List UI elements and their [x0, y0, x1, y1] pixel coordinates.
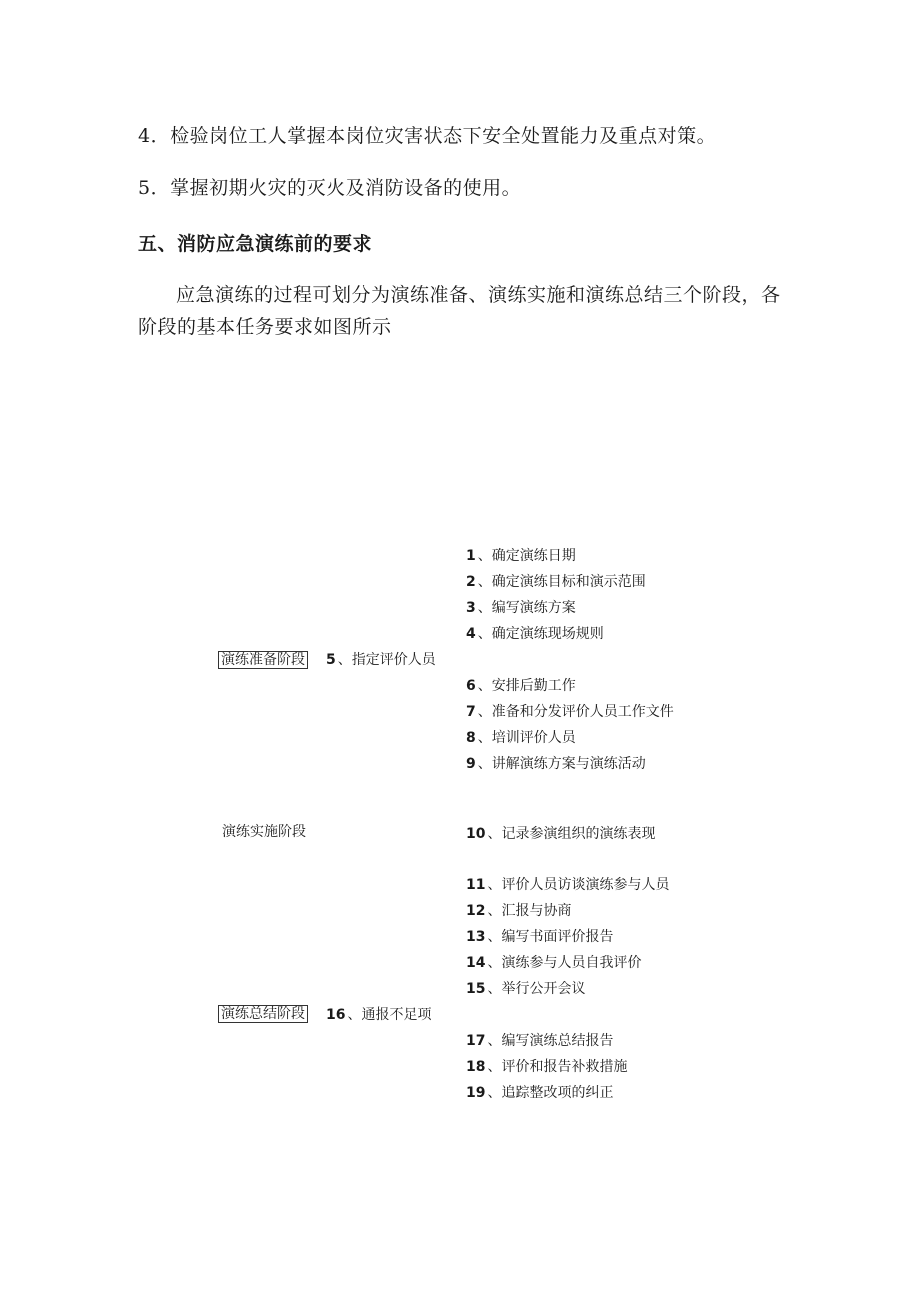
task-item: 8 、培训评价人员	[466, 730, 576, 746]
task-item: 1 、确定演练日期	[466, 548, 576, 564]
task-item: 5 、指定评价人员	[326, 652, 436, 668]
task-item: 15 、举行公开会议	[466, 981, 586, 997]
stage-preparation	[218, 651, 308, 669]
item-number: 5	[138, 177, 151, 199]
stage-label: 演练总结阶段	[218, 1005, 308, 1023]
stage-implementation	[222, 823, 306, 841]
stage-summary	[218, 1005, 308, 1023]
task-item: 4 、确定演练现场规则	[466, 626, 604, 642]
task-item: 17 、编写演练总结报告	[466, 1033, 614, 1049]
stage-label: 演练准备阶段	[218, 651, 308, 669]
item-text: ．检验岗位工人掌握本岗位灾害状态下安全处置能力及重点对策。	[150, 125, 717, 147]
task-item: 13 、编写书面评价报告	[466, 929, 614, 945]
item-text: ．掌握初期火灾的灭火及消防设备的使用。	[150, 177, 522, 199]
section-paragraph: 应急演练的过程可划分为演练准备、演练实施和演练总结三个阶段，各阶段的基本任务要求如图所示	[138, 284, 781, 338]
list-item-5	[138, 172, 798, 204]
task-item: 6 、安排后勤工作	[466, 678, 576, 694]
task-item: 18 、评价和报告补救措施	[466, 1059, 628, 1075]
task-item: 3 、编写演练方案	[466, 600, 576, 616]
list-item-4	[138, 120, 798, 152]
task-item: 7 、准备和分发评价人员工作文件	[466, 704, 674, 720]
task-item: 2 、确定演练目标和演示范围	[466, 574, 646, 590]
task-item: 12 、汇报与协商	[466, 903, 572, 919]
task-item: 19 、追踪整改项的纠正	[466, 1085, 614, 1101]
section-heading: 五、消防应急演练前的要求	[138, 233, 373, 255]
task-item: 11 、评价人员访谈演练参与人员	[466, 877, 670, 893]
item-number: 4	[138, 125, 151, 147]
task-item: 9 、讲解演练方案与演练活动	[466, 756, 646, 772]
stage-label: 演练实施阶段	[222, 824, 306, 840]
task-item: 14 、演练参与人员自我评价	[466, 955, 642, 971]
task-item: 10 、记录参演组织的演练表现	[466, 826, 656, 842]
task-item: 16 、通报不足项	[326, 1007, 432, 1023]
